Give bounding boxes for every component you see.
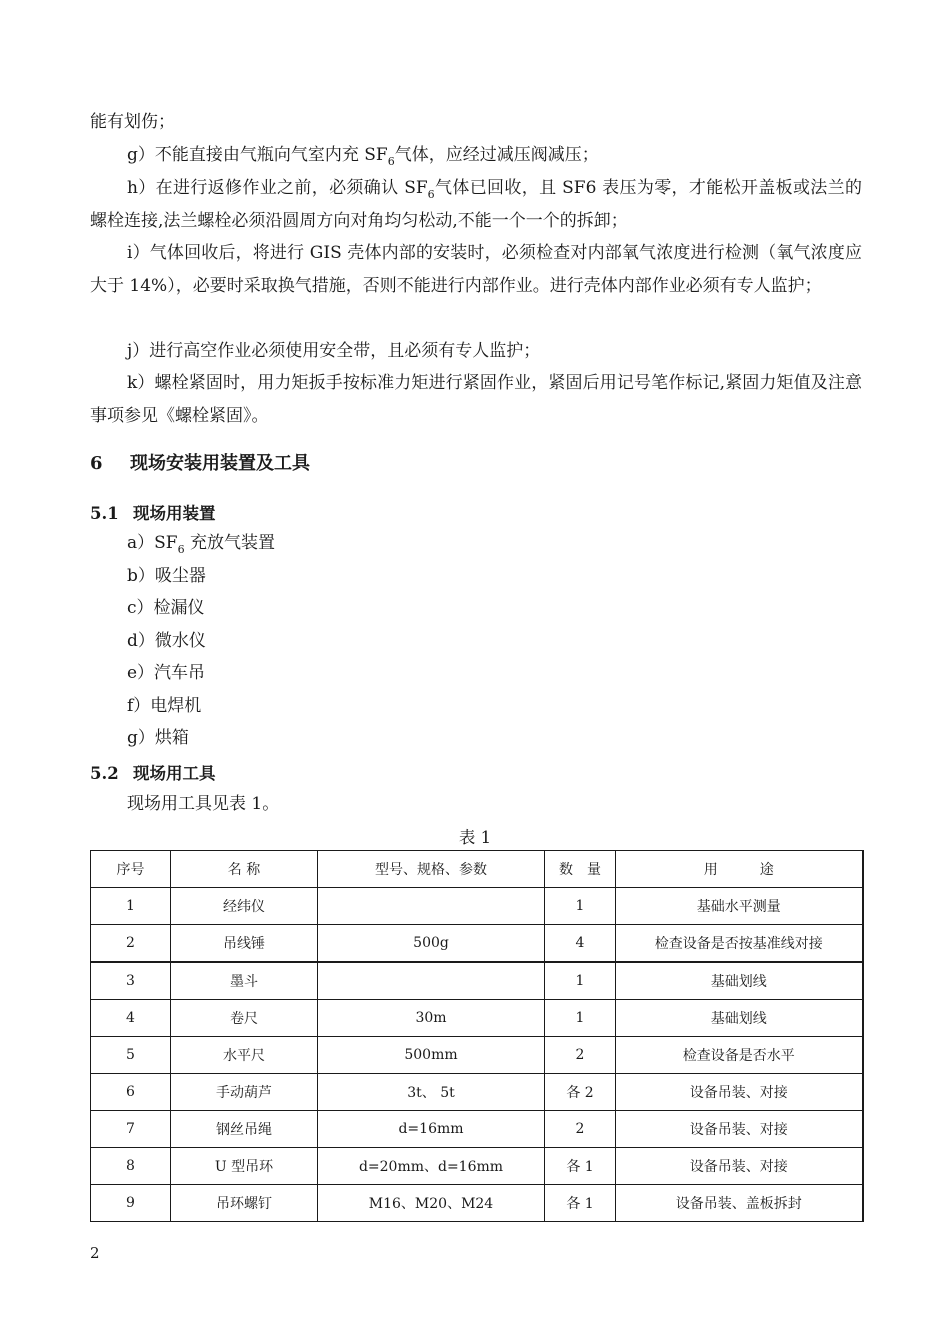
table-cell: 30m — [318, 1000, 545, 1037]
table-cell: 设备吊装、盖板拆封 — [616, 1185, 863, 1222]
section-heading-5-1 — [90, 500, 216, 524]
header-cell: 用 途 — [616, 851, 863, 888]
table-caption — [0, 824, 950, 848]
table-cell: 卷尺 — [171, 1000, 318, 1037]
section-number: 6 — [90, 453, 103, 474]
paragraph-continuation: 能有划伤； — [90, 112, 175, 132]
table-cell: 设备吊装、对接 — [616, 1148, 863, 1185]
section-title: 现场用工具 — [133, 764, 216, 783]
table-row — [91, 1074, 863, 1111]
paragraph-h-text-end: 气体已回收，且 SF6 表压为零，才能松开盖板或法兰的螺栓连接,法兰螺栓必须沿圆周方向对角均匀松动,不能一个一个的拆卸； — [90, 178, 862, 231]
list-item: d）微水仪 — [127, 630, 206, 651]
list-item: f）电焊机 — [127, 695, 202, 716]
table-cell: 500g — [318, 925, 545, 963]
table-cell: 9 — [91, 1185, 171, 1222]
header-cell: 名 称 — [171, 851, 318, 888]
section-heading-6 — [90, 449, 310, 475]
table-cell: 钢丝吊绳 — [171, 1111, 318, 1148]
table-cell: 1 — [545, 962, 616, 1000]
section-title: 现场用装置 — [133, 504, 216, 523]
table-cell: 水平尺 — [171, 1037, 318, 1074]
table-cell: 1 — [545, 888, 616, 925]
subscript: 6 — [427, 188, 435, 201]
list-item: c）检漏仪 — [127, 598, 205, 618]
table-cell — [318, 888, 545, 925]
paragraph-g — [90, 139, 862, 172]
table-cell: 设备吊装、对接 — [616, 1111, 863, 1148]
table-cell: d=20mm、d=16mm — [318, 1148, 545, 1185]
table-cell: 手动葫芦 — [171, 1074, 318, 1111]
table-cell: 墨斗 — [171, 962, 318, 1000]
section-title: 现场安装用装置及工具 — [130, 453, 310, 474]
table-row — [91, 1185, 863, 1222]
table-cell: 3 — [91, 962, 171, 1000]
page-number: 2 — [90, 1244, 100, 1262]
table-cell: 6 — [91, 1074, 171, 1111]
list-item: e）汽车吊 — [127, 663, 206, 683]
subscript: 6 — [387, 155, 395, 168]
list-item: g）烘箱 — [127, 728, 189, 748]
tools-intro: 现场用工具见表 1。 — [127, 794, 280, 814]
header-cell: 数 量 — [545, 851, 616, 888]
table-cell: 各 1 — [545, 1148, 616, 1185]
paragraph-h — [90, 172, 862, 237]
table-cell: 1 — [91, 888, 171, 925]
list-item — [127, 527, 275, 560]
table-cell: 8 — [91, 1148, 171, 1185]
table-cell: 500mm — [318, 1037, 545, 1074]
paragraph-g-text: g）不能直接由气瓶向气室内充 SF — [127, 145, 388, 165]
table-cell: 吊环螺钉 — [171, 1185, 318, 1222]
header-cell: 型号、规格、参数 — [318, 851, 545, 888]
list-item: b）吸尘器 — [127, 565, 206, 586]
table-cell: 各 1 — [545, 1185, 616, 1222]
paragraph-g-text-end: 气体，应经过减压阀减压； — [394, 145, 599, 165]
table-cell: 设备吊装、对接 — [616, 1074, 863, 1111]
table-cell: 2 — [545, 1037, 616, 1074]
table-cell: 2 — [545, 1111, 616, 1148]
table-cell: 检查设备是否水平 — [616, 1037, 863, 1074]
paragraph-k: k）螺栓紧固时，用力矩扳手按标准力矩进行紧固作业，紧固后用记号笔作标记,紧固力矩值及注意事项参见《螺栓紧固》。 — [90, 373, 862, 426]
table-cell: M16、M20、M24 — [318, 1185, 545, 1222]
paragraph-j: j）进行高空作业必须使用安全带，且必须有专人监护； — [127, 341, 541, 361]
tools-table — [90, 850, 864, 1222]
table-row — [91, 888, 863, 925]
table-cell: 检查设备是否按基准线对接 — [616, 925, 863, 963]
table-header-row — [91, 851, 863, 888]
table-cell: 4 — [545, 925, 616, 963]
table-cell: 经纬仪 — [171, 888, 318, 925]
table-cell — [318, 962, 545, 1000]
table-cell: 7 — [91, 1111, 171, 1148]
table-row — [91, 1111, 863, 1148]
table-row — [91, 1037, 863, 1074]
section-number: 5.1 — [90, 504, 119, 523]
table-cell: 3t、 5t — [318, 1074, 545, 1111]
subscript: 6 — [177, 543, 185, 556]
table-cell: d=16mm — [318, 1111, 545, 1148]
table-cell: 4 — [91, 1000, 171, 1037]
table-caption-label: 表 — [458, 828, 476, 847]
table-row — [91, 1000, 863, 1037]
section-number: 5.2 — [90, 764, 119, 783]
table-cell: 各 2 — [545, 1074, 616, 1111]
header-cell: 序号 — [91, 851, 171, 888]
table-caption-number: 1 — [480, 828, 492, 847]
device-list — [127, 527, 275, 755]
table-cell: 1 — [545, 1000, 616, 1037]
table-cell: 吊线锤 — [171, 925, 318, 963]
table-row — [91, 925, 863, 963]
list-item-text-end: 充放气装置 — [184, 533, 275, 553]
table-cell: U 型吊环 — [171, 1148, 318, 1185]
section-heading-5-2 — [90, 760, 216, 784]
paragraph-i: i）气体回收后，将进行 GIS 壳体内部的安装时，必须检查对内部氧气浓度进行检测（氧气浓度应大于 14%），必要时采取换气措施，否则不能进行内部作业。进行壳体内部作业必须有专人监护； — [90, 243, 862, 296]
table-cell: 基础划线 — [616, 962, 863, 1000]
table-cell: 2 — [91, 925, 171, 963]
table-cell: 5 — [91, 1037, 171, 1074]
table-cell: 基础水平测量 — [616, 888, 863, 925]
table-row — [91, 962, 863, 1000]
table-row — [91, 1148, 863, 1185]
table-cell: 基础划线 — [616, 1000, 863, 1037]
paragraph-h-text: h）在进行返修作业之前，必须确认 SF — [127, 178, 428, 198]
list-item-text: a）SF — [127, 533, 178, 553]
